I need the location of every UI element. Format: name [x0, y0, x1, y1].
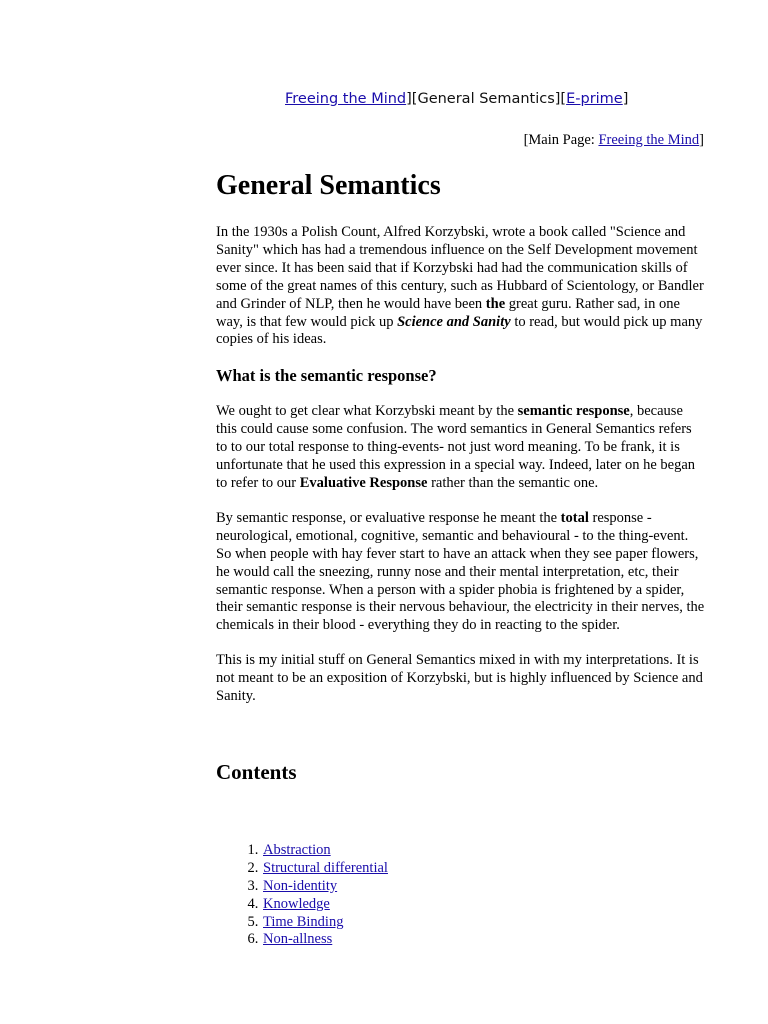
- contents-list: [216, 842, 706, 949]
- list-item: [262, 878, 706, 896]
- list-item: [262, 860, 706, 878]
- main-page-link[interactable]: Freeing the Mind: [598, 132, 700, 148]
- page-title: General Semantics: [216, 170, 441, 201]
- contents-link-knowledge[interactable]: Knowledge: [263, 895, 330, 912]
- section-heading: What is the semantic response?: [216, 366, 437, 386]
- main-page-breadcrumb: [524, 132, 704, 149]
- list-item: [262, 931, 706, 949]
- evaluative-response-paragraph: By semantic response, or evaluative response he meant the total response - neurological, emotional, cognitive, semantic and behavioural - to the thing-event. So when people with hay fever start to have an attack when they see paper flowers, he would call the sneezing, runny nose and their mental interpretation, etc, their semantic response. When a person with a spider phobia is frightened by a spider, their semantic response is their nervous behaviour, the electricity in their nerves, the chemicals in their blood - everything they do in reacting to the spider.: [216, 509, 705, 634]
- list-item: [262, 914, 706, 932]
- nav-link-e-prime[interactable]: E-prime: [566, 91, 623, 107]
- nav-close-bracket: ]: [622, 91, 629, 107]
- contents-link-abstraction[interactable]: Abstraction: [263, 841, 331, 858]
- main-page-prefix: [Main Page:: [523, 132, 599, 148]
- article-content: [216, 168, 706, 949]
- contents-heading: Contents: [216, 759, 297, 784]
- top-navigation: [285, 91, 628, 107]
- intro-paragraph: In the 1930s a Polish Count, Alfred Korzybski, wrote a book called "Science and Sanity" which has had a tremendous influence on the Self Development movement ever since. It has been said that if Korzybski had had the communication skills of some of the great names of this century, such as Hubbard of Scientology, or Bandler and Grinder of NLP, then he would have been the great guru. Rather sad, in one way, is that few would pick up Science and Sanity to read, but would pick up many copies of his ideas.: [216, 224, 704, 348]
- list-item: [262, 842, 706, 860]
- nav-link-freeing-the-mind[interactable]: Freeing the Mind: [285, 91, 407, 107]
- contents-link-non-identity[interactable]: Non-identity: [263, 877, 338, 894]
- semantic-response-paragraph: We ought to get clear what Korzybski meant by the semantic response, because this could cause some confusion. The word semantics in General Semantics refers to to our total response to thing-events- not just word meaning. To be frank, it is unfortunate that he used this expression in a special way. Indeed, later on he began to refer to our Evaluative Response rather than the semantic one.: [216, 403, 696, 491]
- contents-link-non-allness[interactable]: Non-allness: [263, 931, 333, 948]
- initial-stuff-paragraph: This is my initial stuff on General Semantics mixed in with my interpretations. It is not meant to be an exposition of Korzybski, but is highly influenced by Science and Sanity.: [216, 652, 703, 705]
- list-item: [262, 896, 706, 914]
- main-page-suffix: ]: [699, 132, 704, 148]
- nav-current-page: ][General Semantics][: [406, 91, 567, 107]
- contents-link-structural-differential[interactable]: Structural differential: [263, 859, 388, 876]
- contents-link-time-binding[interactable]: Time Binding: [263, 913, 344, 930]
